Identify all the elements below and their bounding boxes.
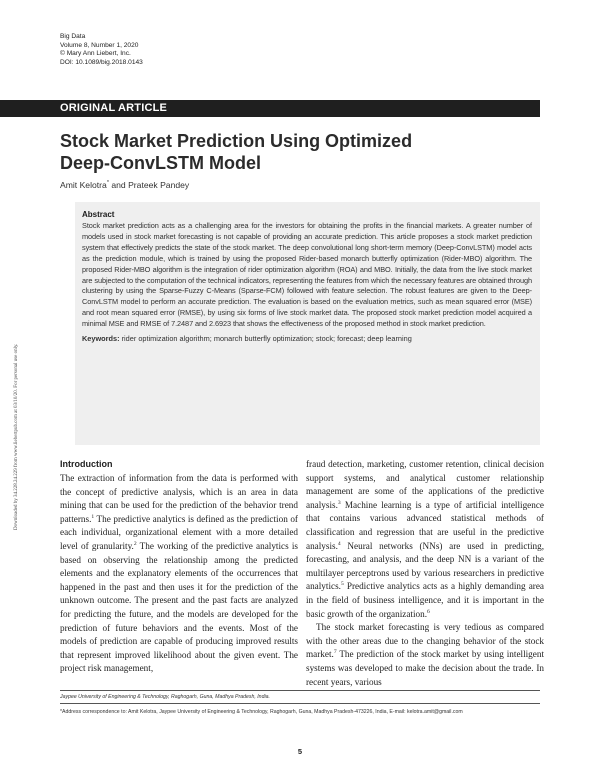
article-title-line-2: Deep-ConvLSTM Model <box>60 153 261 173</box>
citation-ref[interactable]: 6 <box>427 608 430 615</box>
citation-ref[interactable]: 7 <box>333 649 337 656</box>
page-number: 5 <box>297 747 303 756</box>
keywords-list: rider optimization algorithm; monarch butterfly optimization; stock; forecast; deep learning <box>119 334 412 344</box>
keywords-label: Keywords: <box>82 334 120 344</box>
intro-paragraph-1-cont: fraud detection, marketing, customer retention, clinical decision support systems, and analytical customer relationship management are some of the applications of the predictive analysis.$^3$ Machine learning is a type of artificial intelligence that contains various advanced statistical methods of classification and regression that are useful in the predictive analysis.$^4$ Neural networks (NNs) are used in predicting, forecasting, and analysis, and the deep NN is a variant of the multilayer perceptrons used by various researchers in predictive analytics.$^5$ Predictive analytics acts as a highly demanding area in the field of business intelligence, and it is important in the basic growth of the organization.$^6$ <box>306 459 544 619</box>
corresponding-author-mark: * <box>106 180 109 187</box>
abstract-box <box>75 202 540 445</box>
citation-ref[interactable]: 2 <box>133 540 137 547</box>
affiliation-footnote: Jaypee University of Engineering & Technology, Raghogarh, Guna, Madhya Pradesh, India. <box>60 694 270 700</box>
article-title <box>60 130 500 174</box>
article-title-line-1: Stock Market Prediction Using Optimized <box>60 131 413 151</box>
journal-name: Big Data <box>60 33 86 40</box>
citation-ref[interactable]: 5 <box>340 581 344 588</box>
introduction-heading: Introduction <box>60 459 113 469</box>
download-notice-text: Downloaded by 34.228.24.229 from www.liebertpub.com at 03/10/20. For personal use only. <box>14 343 19 530</box>
keywords <box>82 334 532 344</box>
footnote-divider <box>60 703 540 704</box>
journal-metadata <box>60 33 143 67</box>
journal-copyright: © Mary Ann Liebert, Inc. <box>60 50 131 58</box>
citation-ref[interactable]: 1 <box>91 513 95 520</box>
body-column-left <box>60 458 298 676</box>
correspondence-footnote: *Address correspondence to: Amit Kelotra, Jaypee University of Engineering & Technology, Raghogarh, Guna, Madhya Pradesh-473226, India, E-mail: kelotra.amit@gmail.com <box>60 709 463 715</box>
intro-paragraph-1: The extraction of information from the data is performed with the concept of predictive analysis, which is an area in data mining that can be used for the prediction of the behavior trend patterns.$^1$ The predictive analytics is defined as the prediction of each individual, organizational element with a more detailed level of granularity.$^2$ The working of the predictive analytics is based on observing the relationship among the predicted elements and the explanatory elements of the occurrences that happened in the past and then uses it for the prediction of the unknown outcome. The present and the past facts are analyzed for predicting the future, and the models are developed for the prediction of future behaviors and the events. Most of the models of prediction are capable of producing improved results that represent improved likelihood about the given event. The project risk management, <box>60 473 298 674</box>
abstract-text: Stock market prediction acts as a challenging area for the investors for obtaining the profits in the financial markets. A greater number of models used in stock market forecasting is not capable of providing an accurate prediction. This article proposes a stock market prediction system that effectively predicts the state of the stock market. The deep convolutional long short-term memory (Deep-ConvLSTM) model acts as the prediction module, which is trained by using the proposed Rider-based monarch butterfly optimization (Rider-MBO) algorithm. The proposed Rider-MBO algorithm is the integration of rider optimization algorithm (ROA) and MBO. Initially, the data from the live stock market are subjected to the computation of the technical indicators, representing the features from which the necessary features are obtained through clustering by using the Sparse-Fuzzy C-Means (Sparse-FCM) followed with feature selection. The robust features are given to the Deep-ConvLSTM model to perform an accurate prediction. The evaluation is based on the evaluation metrics, such as mean squared error (MSE) and root mean squared error (RMSE), by using six forms of live stock market data. The proposed stock market prediction model acquired a minimal MSE and RMSE of 7.2487 and 2.6923 that shows the effectiveness of the proposed method in stock market prediction. <box>82 221 532 329</box>
author-rest: and Prateek Pandey <box>108 180 190 190</box>
section-banner: ORIGINAL ARTICLE <box>0 100 540 117</box>
journal-doi[interactable]: DOI: 10.1089/big.2018.0143 <box>60 58 143 66</box>
author-list <box>60 180 189 190</box>
intro-paragraph-2: The stock market forecasting is very tedious as compared with the other areas due to the changing behavior of the stock market.$^7$ The prediction of the stock market by using intelligent systems was developed to make the decision about the trade. In recent years, various <box>306 622 544 687</box>
journal-volume: Volume 8, Number 1, 2020 <box>60 41 139 49</box>
body-column-right <box>306 458 544 689</box>
abstract-heading: Abstract <box>82 210 115 219</box>
author-first: Amit Kelotra <box>60 180 107 190</box>
citation-ref[interactable]: 4 <box>337 540 341 547</box>
citation-ref[interactable]: 3 <box>337 499 341 506</box>
footnote-divider <box>60 690 540 691</box>
